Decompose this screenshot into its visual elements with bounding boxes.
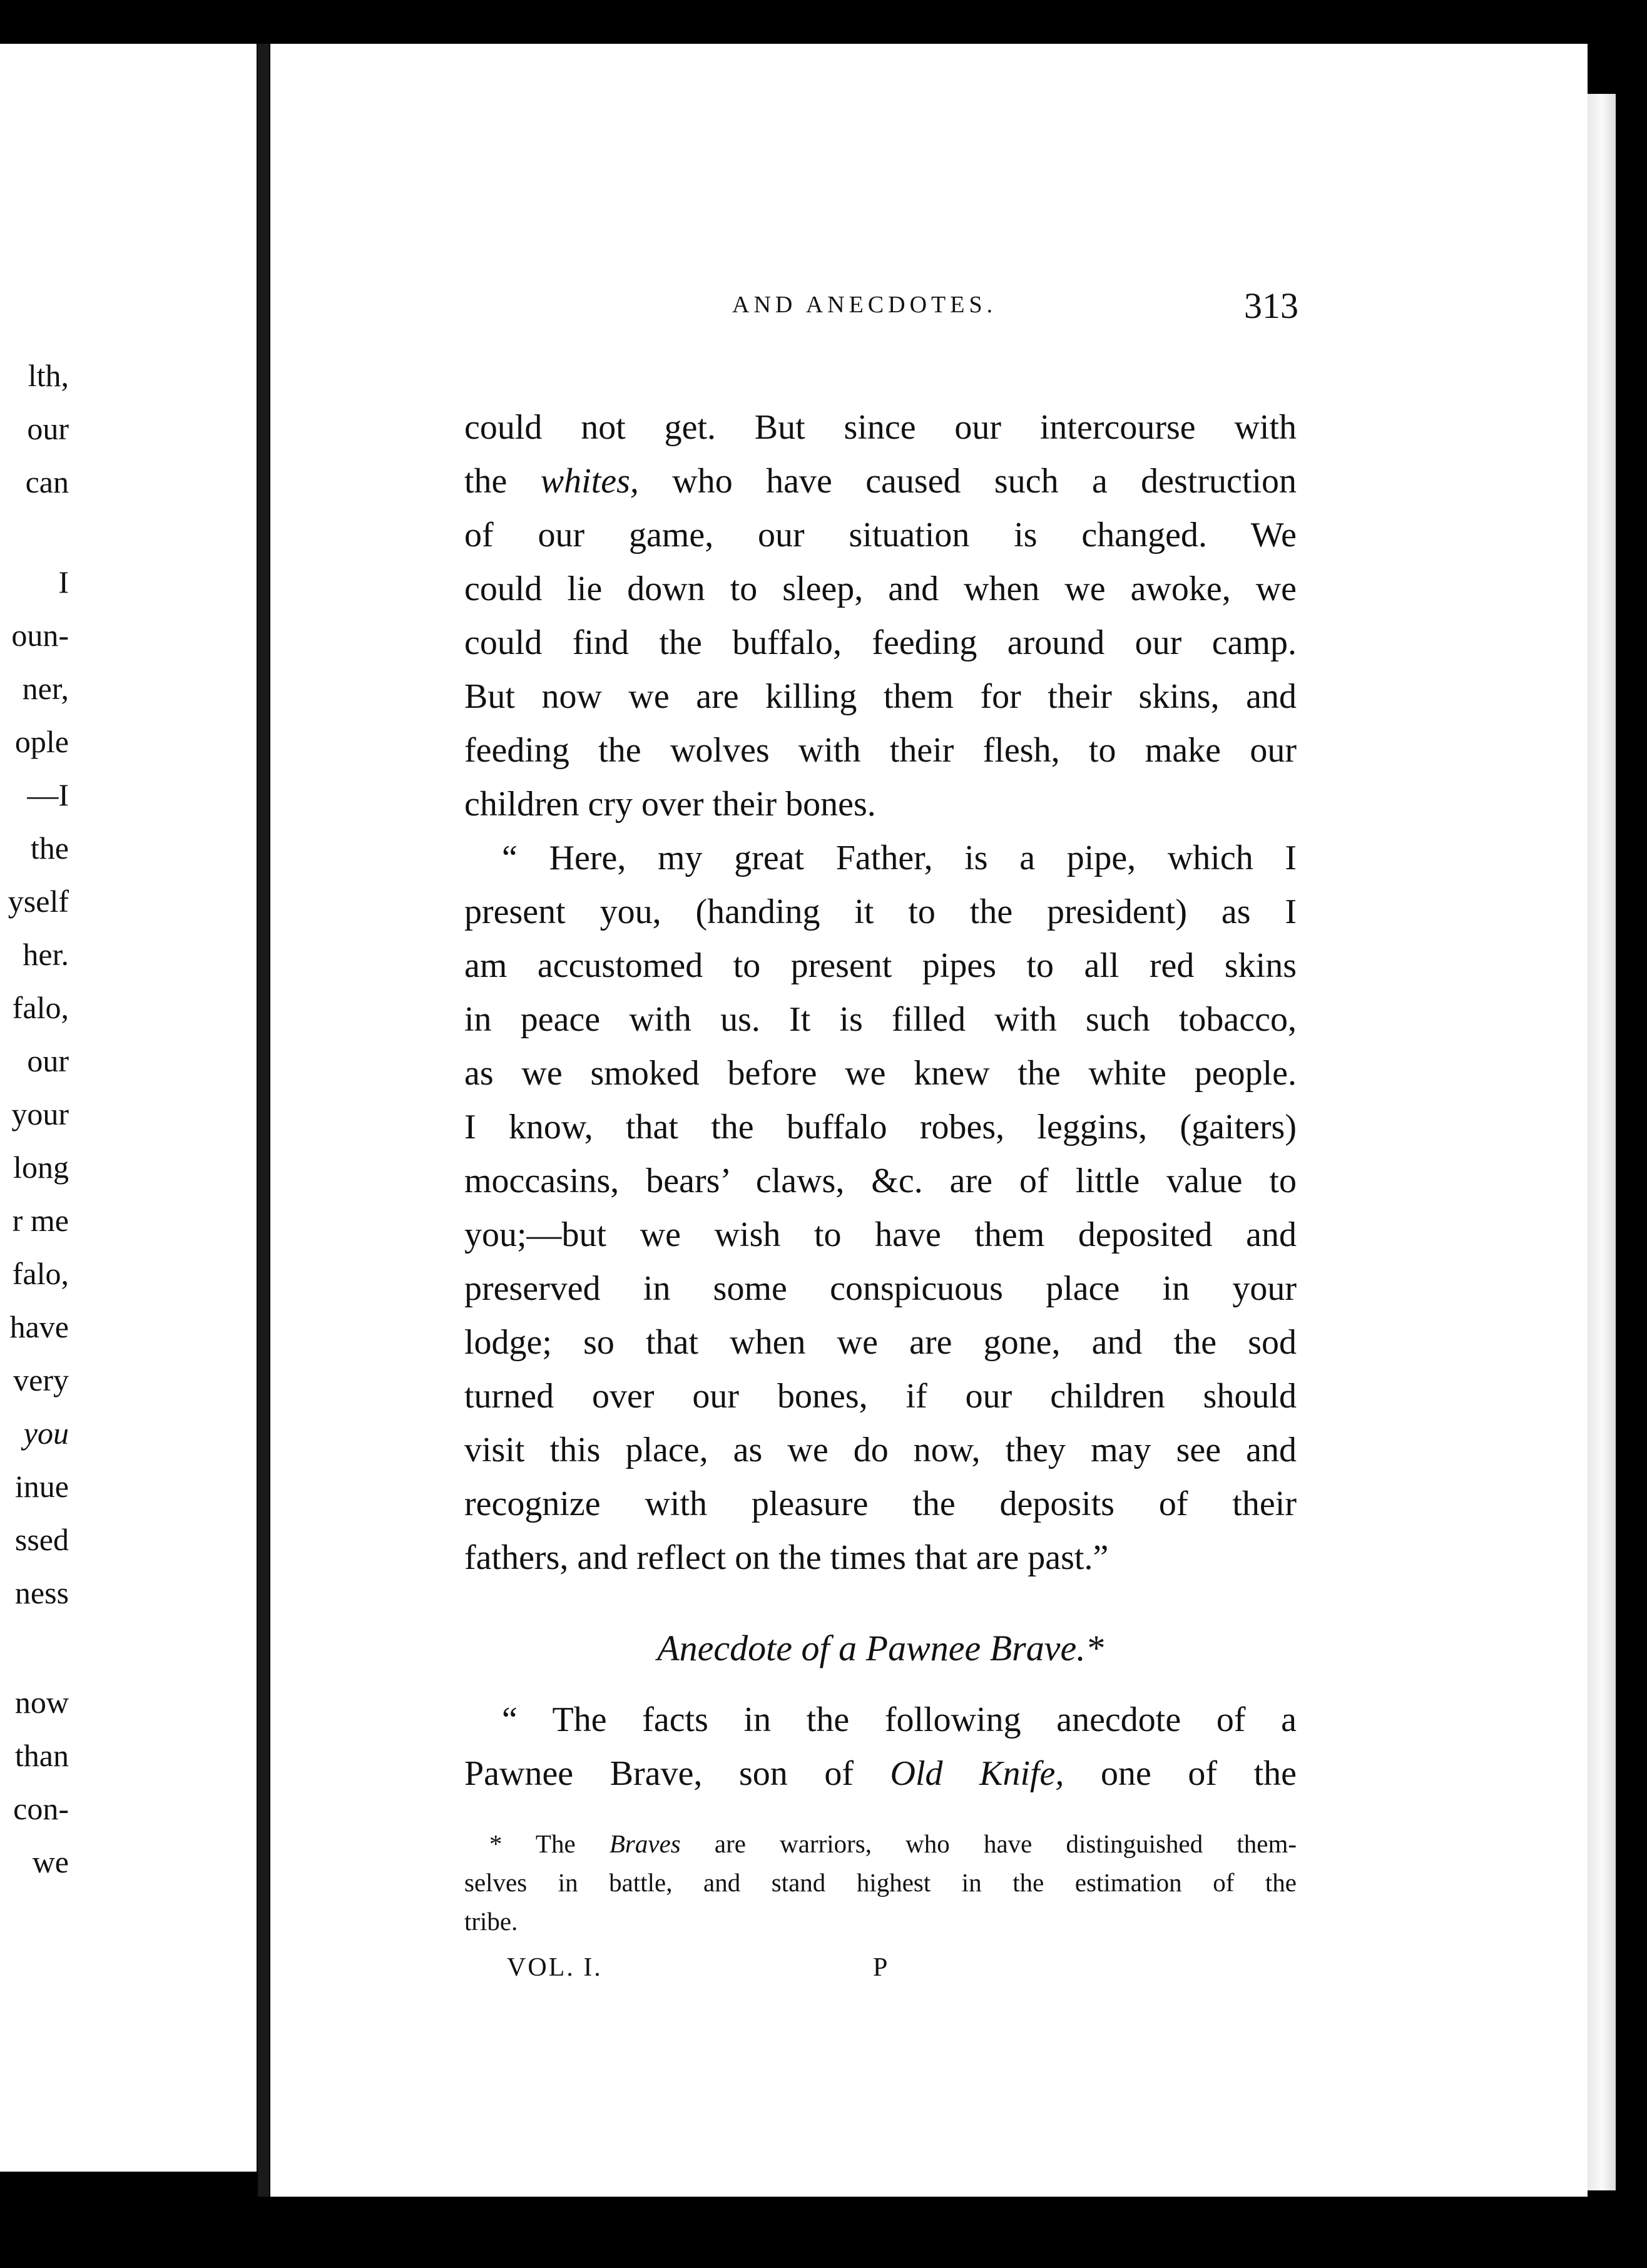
left-page-line: long [13,1150,69,1185]
left-page-line: very [13,1362,69,1397]
text-line: in peace with us. It is filled with such tobacco, [464,1000,1297,1039]
text-line: lodge; so that when we are gone, and the sod [464,1323,1297,1362]
text-line: the whites, who have caused such a destruction [464,462,1297,501]
text-line: recognize with pleasure the deposits of their [464,1484,1297,1523]
text-line: could find the buffalo, feeding around our camp. [464,623,1297,662]
left-page-line: r me [12,1203,69,1238]
text-line: am accustomed to present pipes to all red skins [464,946,1297,985]
text-line: you;—but we wish to have them deposited and [464,1215,1297,1254]
left-page-line: ople [14,724,69,759]
signature-mark: P [873,1953,890,1982]
body-text [464,401,1297,1585]
book-gutter [258,44,269,2197]
left-page-line: ner, [22,671,69,706]
text-line: as we smoked before we knew the white people. [464,1054,1297,1093]
page-number: 313 [1244,285,1298,326]
left-page-line: our [27,411,69,446]
text-line: “ Here, my great Father, is a pipe, which I [502,839,1297,877]
volume-signature: VOL. I. [507,1953,603,1982]
text-line: could lie down to sleep, and when we awoke, we [464,570,1297,608]
text-line: of our game, our situation is changed. We [464,516,1297,554]
running-title: AND ANECDOTES. [732,292,997,318]
left-page-line: lth, [28,358,69,393]
text-line: could not get. But since our intercourse with [464,408,1297,447]
text-line: But now we are killing them for their skins, and [464,677,1297,716]
left-page-line: her. [23,937,69,972]
text-line: turned over our bones, if our children should [464,1377,1297,1416]
left-page-line: inue [14,1469,69,1504]
footnote-line: selves in battle, and stand highest in the estimation of the [464,1868,1297,1897]
left-page-line: I [58,564,69,600]
text-line: I know, that the buffalo robes, leggins, (gaiters) [464,1108,1297,1147]
left-page-line: we [32,1844,69,1879]
text-line: Pawnee Brave, son of Old Knife, one of the [464,1754,1297,1793]
footnote-line: tribe. [464,1907,518,1936]
left-page-line: falo, [12,990,69,1025]
left-page-line: ssed [14,1522,69,1557]
text-line: visit this place, as we do now, they may see and [464,1431,1297,1469]
text-line: present you, (handing it to the president) as I [464,892,1297,931]
left-page-line: con- [13,1791,69,1826]
left-page-line: the [30,830,69,866]
text-line: “ The facts in the following anecdote of a [502,1700,1297,1739]
left-page-line: have [9,1309,69,1344]
running-head [469,285,1298,335]
text-line: fathers, and reflect on the times that are past.” [464,1538,1109,1577]
left-page-line: falo, [12,1256,69,1291]
body-text-continued [464,1693,1297,1801]
left-page-line: our [27,1043,69,1078]
left-page-line: than [14,1738,69,1773]
previous-page-fragment [0,44,257,2172]
text-line: preserved in some conspicuous place in your [464,1269,1297,1308]
text-line: children cry over their bones. [464,785,876,824]
page-edge [1588,94,1616,2190]
left-page-line: ness [14,1575,69,1610]
left-page-line: yself [8,884,69,919]
left-page-line: oun- [11,618,69,653]
text-line: feeding the wolves with their flesh, to make our [464,731,1297,770]
section-heading: Anecdote of a Pawnee Brave.* [657,1628,1104,1668]
left-page-line: your [11,1096,69,1131]
left-page-line: you [23,1416,69,1451]
footnote [464,1824,1297,1941]
left-page-line: now [14,1685,69,1720]
left-page-line: —I [27,777,69,812]
left-page-line: can [25,464,69,499]
text-line: moccasins, bears’ claws, &c. are of little value to [464,1162,1297,1200]
footnote-line: * The Braves are warriors, who have distinguished them- [489,1829,1297,1858]
